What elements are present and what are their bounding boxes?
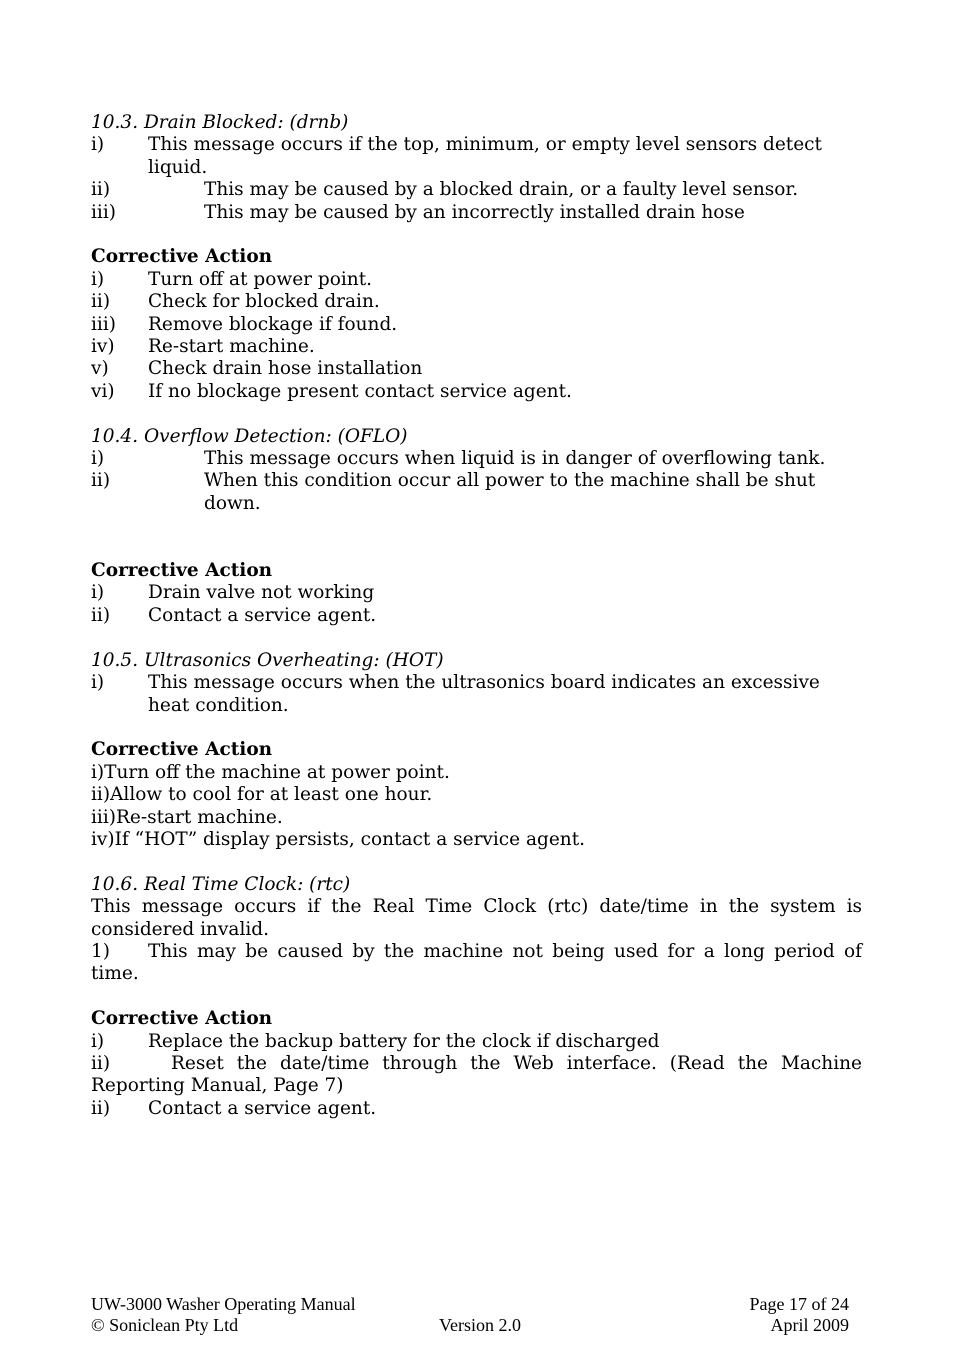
section-heading-10-6: 10.6. Real Time Clock: (rtc) xyxy=(91,873,351,895)
corrective-action-heading: Corrective Action xyxy=(91,1008,273,1030)
item-text: Contact a service agent. xyxy=(148,1097,377,1119)
footer-copyright: © Soniclean Pty Ltd xyxy=(91,1315,239,1335)
section-heading-10-4: 10.4. Overflow Detection: (OFLO) xyxy=(91,425,408,447)
list-item: ii)Allow to cool for at least one hour. xyxy=(91,784,433,806)
item-text: Check drain hose installation xyxy=(148,358,423,380)
section-heading-10-3: 10.3. Drain Blocked: (drnb) xyxy=(91,112,349,133)
item-number: i) xyxy=(91,268,105,290)
item-number: i) xyxy=(91,582,105,604)
list-item: iv)If “HOT” display persists, contact a service agent. xyxy=(91,828,586,850)
item-text: Replace the backup battery for the clock if discharged xyxy=(148,1030,660,1052)
item-text: When this condition occur all power to the machine shall be shut down. xyxy=(204,470,816,514)
list-item xyxy=(91,448,862,470)
footer-date: April 2009 xyxy=(770,1315,849,1335)
item-number: vi) xyxy=(91,380,115,402)
list-item: i)Turn off the machine at power point. xyxy=(91,761,450,783)
list-item xyxy=(91,134,862,179)
item-text: This message occurs when the ultrasonics board indicates an excessive heat condition. xyxy=(148,672,820,716)
item-text: This may be caused by the machine not being used for a long period of time. xyxy=(91,940,862,985)
section-heading-10-5: 10.5. Ultrasonics Overheating: (HOT) xyxy=(91,649,444,671)
item-number: ii) xyxy=(91,291,111,313)
list-item xyxy=(91,202,862,224)
item-text: This message occurs if the top, minimum, or empty level sensors detect liquid. xyxy=(148,134,822,178)
item-number: ii) xyxy=(91,1052,111,1074)
item-text: This may be caused by an incorrectly installed drain hose xyxy=(204,201,745,223)
item-number: iii) xyxy=(91,201,116,223)
item-text: Re-start machine. xyxy=(148,336,315,358)
item-number: v) xyxy=(91,358,109,380)
item-text: Remove blockage if found. xyxy=(148,313,398,335)
item-number: i) xyxy=(91,1030,105,1052)
list-item xyxy=(91,470,862,515)
list-item xyxy=(91,672,862,717)
list-item xyxy=(91,941,862,986)
item-number: i) xyxy=(91,134,105,156)
item-number: ii) xyxy=(91,179,111,201)
corrective-action-heading: Corrective Action xyxy=(91,560,273,582)
list-item xyxy=(91,381,862,403)
item-text: Check for blocked drain. xyxy=(148,291,380,313)
list-item xyxy=(91,1053,862,1098)
list-item xyxy=(91,1031,862,1053)
item-text: This may be caused by a blocked drain, or a faulty level sensor. xyxy=(204,179,799,201)
corrective-action-heading: Corrective Action xyxy=(91,246,273,268)
list-item xyxy=(91,179,862,201)
corrective-action-heading: Corrective Action xyxy=(91,739,273,761)
item-text: Drain valve not working xyxy=(148,582,375,604)
item-text: This message occurs when liquid is in danger of overflowing tank. xyxy=(204,448,826,470)
item-text: Contact a service agent. xyxy=(148,604,377,626)
item-number: iii) xyxy=(91,313,116,335)
footer-version: Version 2.0 xyxy=(439,1315,521,1335)
item-number: iv) xyxy=(91,336,115,358)
list-item xyxy=(91,291,862,313)
list-item xyxy=(91,314,862,336)
item-number: 1) xyxy=(91,940,110,962)
footer-manual-title: UW-3000 Washer Operating Manual xyxy=(91,1294,356,1314)
section-intro: This message occurs if the Real Time Clock (rtc) date/time in the system is considered invalid. xyxy=(91,896,862,940)
item-number: ii) xyxy=(91,470,111,492)
item-number: ii) xyxy=(91,604,111,626)
item-number: i) xyxy=(91,448,105,470)
list-item xyxy=(91,358,862,380)
list-item xyxy=(91,582,862,604)
list-item xyxy=(91,605,862,627)
item-number: ii) xyxy=(91,1097,111,1119)
item-text: Turn off at power point. xyxy=(148,268,373,290)
list-item: iii)Re-start machine. xyxy=(91,806,283,828)
list-item xyxy=(91,336,862,358)
list-item xyxy=(91,269,862,291)
document-body xyxy=(91,112,862,1120)
footer-page-number: Page 17 of 24 xyxy=(749,1294,849,1314)
item-text: If no blockage present contact service agent. xyxy=(148,380,572,402)
list-item xyxy=(91,1098,862,1120)
item-text: Reset the date/time through the Web interface. (Read the Machine Reporting Manual, Page 7) xyxy=(91,1052,862,1097)
item-number: i) xyxy=(91,672,105,694)
